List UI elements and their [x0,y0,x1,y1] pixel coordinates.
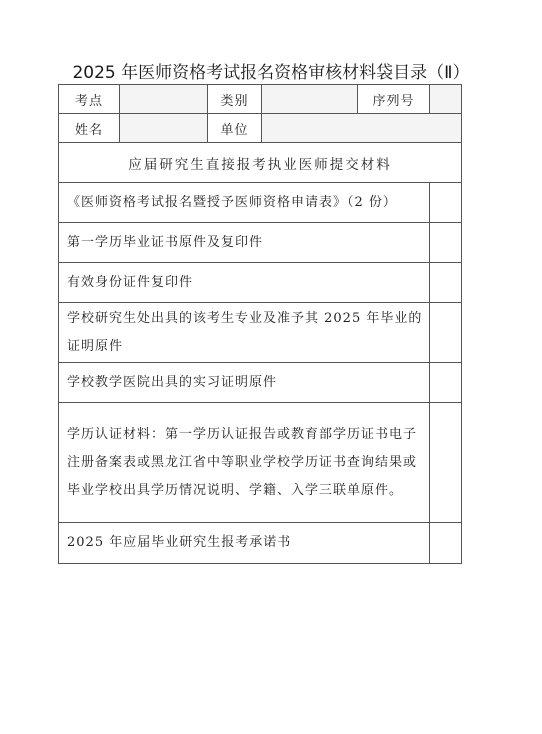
item-text: 有效身份证件复印件 [59,263,430,302]
item-check-cell[interactable] [430,263,461,302]
item-check-cell[interactable] [430,523,461,563]
item-text: 学历认证材料：第一学历认证报告或教育部学历证书电子注册备案表或黑龙江省中等职业学校学历证书查询结果或毕业学校出具学历情况说明、学籍、入学三联单原件。 [59,403,430,522]
category-field[interactable] [262,85,358,113]
header-row-1 [59,85,461,114]
item-text: 2025 年应届毕业研究生报考承诺书 [59,523,430,563]
table-row [59,183,461,223]
item-check-cell[interactable] [430,363,461,402]
materials-table [58,84,462,564]
item-text: 《医师资格考试报名暨授予医师资格申请表》（2 份） [59,183,430,222]
table-row [59,403,461,523]
item-check-cell[interactable] [430,303,461,362]
serial-number-label: 序列号 [358,85,430,113]
unit-field[interactable] [262,114,461,142]
unit-label: 单位 [208,114,262,142]
table-row [59,363,461,403]
serial-number-field[interactable] [430,85,461,113]
section-title: 应届研究生直接报考执业医师提交材料 [128,156,392,173]
table-row [59,263,461,303]
item-text: 学校教学医院出具的实习证明原件 [59,363,430,402]
page-title: 2025 年医师资格考试报名资格审核材料袋目录（Ⅱ） [72,63,470,83]
table-row [59,303,461,363]
item-text: 第一学历毕业证书原件及复印件 [59,223,430,262]
category-label: 类别 [208,85,262,113]
table-row [59,523,461,563]
item-check-cell[interactable] [430,403,461,522]
exam-site-field[interactable] [120,85,208,113]
name-label: 姓名 [59,114,120,142]
header-row-2 [59,114,461,143]
item-text: 学校研究生处出具的该考生专业及准予其 2025 年毕业的证明原件 [59,303,430,362]
item-check-cell[interactable] [430,223,461,262]
name-field[interactable] [120,114,208,142]
table-row [59,223,461,263]
item-check-cell[interactable] [430,183,461,222]
section-header-row [59,143,461,183]
exam-site-label: 考点 [59,85,120,113]
